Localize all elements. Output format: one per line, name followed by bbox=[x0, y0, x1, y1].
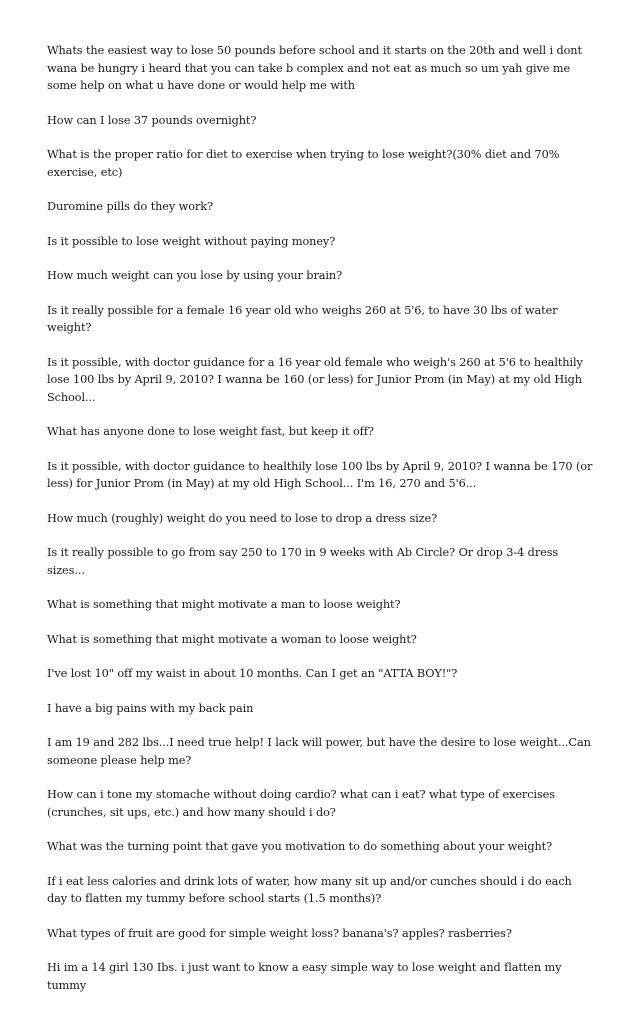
question-paragraph: Duromine pills do they work? bbox=[47, 200, 213, 213]
question-paragraph: What has anyone done to lose weight fast, but keep it off? bbox=[47, 425, 374, 438]
question-paragraph: How can I lose 37 pounds overnight? bbox=[47, 113, 257, 127]
question-paragraph: How much weight can you lose by using your brain? bbox=[47, 269, 343, 282]
question-paragraph: How can i tone my stomache without doing cardio? what can i eat? what type of exercises (crunches, sit ups, etc.) and how many should i do? bbox=[47, 788, 555, 819]
question-paragraph: Is it really possible to go from say 250 to 170 in 9 weeks with Ab Circle? Or drop 3-4 dress sizes... bbox=[47, 546, 559, 577]
question-paragraph: Is it possible, with doctor guidance for a 16 year old female who weigh's 260 at 5'6 to healthily lose 100 lbs by April 9, 2010? I wanna be 160 (or less) for Junior Prom (in May) at my old High School... bbox=[47, 355, 583, 404]
question-paragraph: I've lost 10" off my waist in about 10 months. Can I get an "ATTA BOY!"? bbox=[47, 667, 458, 680]
question-paragraph: What is something that might motivate a man to loose weight? bbox=[47, 598, 401, 611]
question-paragraph: I have a big pains with my back pain bbox=[47, 701, 254, 715]
question-paragraph: How much (roughly) weight do you need to lose to drop a dress size? bbox=[47, 511, 438, 525]
document-page bbox=[47, 42, 595, 1011]
question-paragraph: What types of fruit are good for simple weight loss? banana's? apples? rasberries? bbox=[47, 926, 512, 940]
question-paragraph: What is something that might motivate a woman to loose weight? bbox=[47, 632, 417, 646]
question-paragraph: Hi im a 14 girl 130 Ibs. i just want to know a easy simple way to lose weight and flatten my tummy bbox=[47, 961, 562, 992]
question-paragraph: If i eat less calories and drink lots of water, how many sit up and/or cunches should i do each day to flatten my tummy before school starts (1.5 months)? bbox=[47, 874, 572, 905]
question-paragraph: What is the proper ratio for diet to exercise when trying to lose weight?(30% diet and 70% exercise, etc) bbox=[47, 148, 560, 179]
question-paragraph: Whats the easiest way to lose 50 pounds before school and it starts on the 20th and well i dont wana be hungry i heard that you can take b complex and not eat as much so um yah give me some help on what u have done or would help me with bbox=[47, 44, 582, 92]
question-paragraph: I am 19 and 282 lbs...I need true help! I lack will power, but have the desire to lose weight...Can someone please help me? bbox=[47, 736, 591, 767]
question-paragraph: What was the turning point that gave you motivation to do something about your weight? bbox=[47, 840, 553, 853]
question-paragraph: Is it really possible for a female 16 year old who weighs 260 at 5'6, to have 30 lbs of water weight? bbox=[47, 303, 558, 334]
question-paragraph: Is it possible to lose weight without paying money? bbox=[47, 234, 336, 248]
question-paragraph: Is it possible, with doctor guidance to healthily lose 100 lbs by April 9, 2010? I wanna be 170 (or less) for Junior Prom (in May) at my old High School... I'm 16, 270 and 5'6... bbox=[47, 459, 593, 490]
